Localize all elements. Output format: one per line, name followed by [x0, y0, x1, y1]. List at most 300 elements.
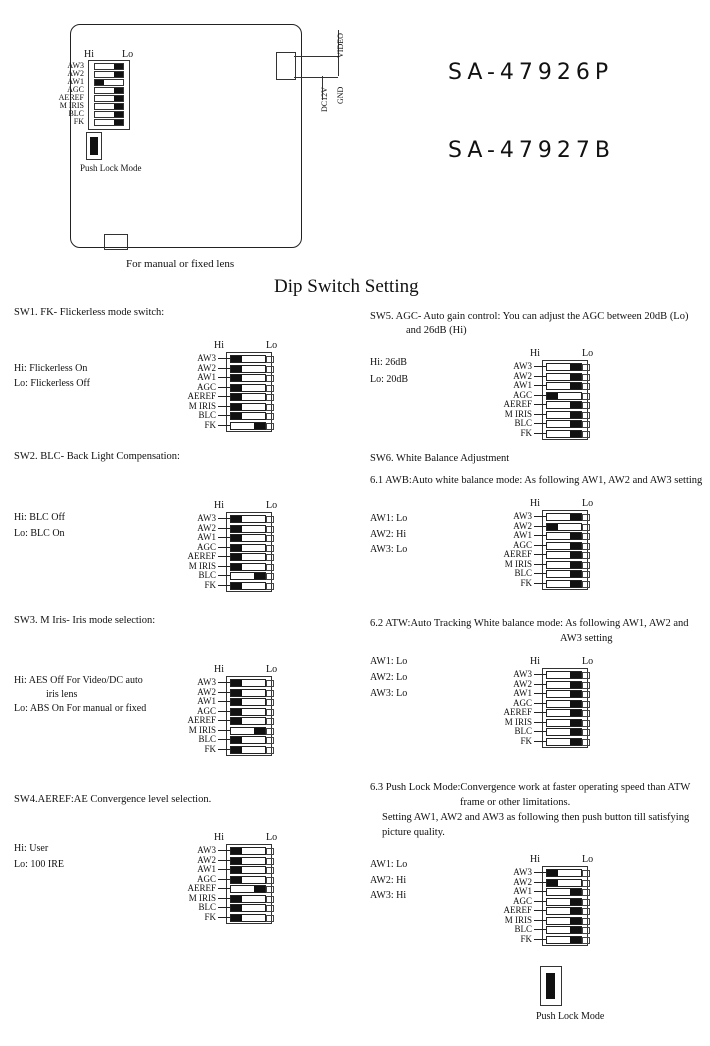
dip-switch-slot: [546, 373, 582, 381]
manual-lens-connector: [104, 234, 128, 250]
dip-switch-knob: [231, 375, 242, 381]
dip-switch-label: M IRIS: [504, 558, 532, 569]
dip-switch-label: AW1: [197, 696, 216, 706]
dip-switch-row: [158, 373, 298, 382]
dip-switch-label: AW3: [513, 669, 532, 679]
dip-lo-label: Lo: [582, 854, 594, 865]
dip-switch-knob: [570, 682, 581, 688]
dip-switch-slot: [230, 384, 266, 392]
sw1-option-lo: Lo: Flickerless Off: [14, 378, 90, 389]
dip-switch-knob: [231, 680, 242, 686]
connector-wires: [294, 56, 338, 78]
dip-lo-label: Lo: [266, 664, 278, 675]
sw4-option-lo: Lo: 100 IRE: [14, 859, 64, 870]
sw5-dip-diagram: [474, 348, 614, 442]
dip-switch-row: [474, 708, 614, 717]
dip-switch-slot: [230, 355, 266, 363]
dip-switch-knob: [231, 848, 242, 854]
sw4-header: SW4.AEREF:AE Convergence level selection.: [14, 794, 212, 805]
dip-switch-slot: [230, 736, 266, 744]
dip-switch-slot: [546, 532, 582, 540]
sw3-dip-diagram: [158, 664, 298, 758]
dip-lo-label: Lo: [266, 500, 278, 511]
dip-switch-label: AGC: [512, 697, 532, 708]
sw6-atw-header-cont: AW3 setting: [560, 633, 613, 644]
sw2-header: SW2. BLC- Back Light Compensation:: [14, 451, 180, 462]
dip-switch-slot: [230, 525, 266, 533]
dip-switch-slot: [230, 727, 266, 735]
dip-switch-slot: [546, 363, 582, 371]
page-title: Dip Switch Setting: [274, 276, 419, 297]
dip-switch-label: M IRIS: [504, 408, 532, 419]
dip-switch-label: BLC: [514, 726, 532, 736]
dip-switch-label: M IRIS: [188, 400, 216, 411]
dip-switch-row: [158, 392, 298, 401]
dip-switch-label: AW1: [197, 532, 216, 542]
dip-switch-slot: [546, 580, 582, 588]
board-switch-slot: [94, 119, 124, 126]
dip-switch-slot: [546, 869, 582, 877]
dip-switch-row: [474, 878, 614, 887]
dip-switch-slot: [230, 403, 266, 411]
dip-switch-label: AW2: [197, 522, 216, 533]
dip-switch-row: [158, 552, 298, 561]
dip-switch-label: BLC: [198, 734, 216, 744]
push-lock-label: Push Lock Mode: [536, 1011, 605, 1022]
dip-switch-label: AGC: [512, 539, 532, 550]
dip-switch-slot: [546, 411, 582, 419]
pushlock-dip-diagram: [474, 854, 614, 948]
dip-switch-row: [158, 903, 298, 912]
video-label: VIDEO: [336, 33, 345, 58]
board-switch-slot: [94, 79, 124, 86]
dip-switch-slot: [546, 561, 582, 569]
sw1-dip-diagram: [158, 340, 298, 434]
dip-switch-row: [474, 531, 614, 540]
dip-switch-knob: [570, 937, 581, 943]
dip-switch-knob: [570, 672, 581, 678]
sw2-dip-diagram: [158, 500, 298, 594]
dip-switch-row: [474, 381, 614, 390]
dip-switch-label: AW1: [513, 530, 532, 540]
dip-switch-row: [158, 716, 298, 725]
dip-switch-label: AW2: [513, 876, 532, 887]
dip-switch-row: [474, 689, 614, 698]
dip-switch-label: AW3: [197, 353, 216, 363]
dip-switch-row: [474, 391, 614, 400]
dip-switch-label: AGC: [196, 873, 216, 884]
dip-switch-knob: [547, 393, 558, 399]
dip-switch-knob: [231, 366, 242, 372]
dip-switch-slot: [230, 746, 266, 754]
dip-switch-knob: [570, 710, 581, 716]
board-switch-slot: [94, 63, 124, 70]
dip-switch-label: M IRIS: [188, 560, 216, 571]
dip-switch-label: AW1: [513, 688, 532, 698]
dip-switch-row: [474, 429, 614, 438]
dip-switch-row: [158, 581, 298, 590]
dip-switch-slot: [230, 708, 266, 716]
sw2-option-hi: Hi: BLC Off: [14, 512, 65, 523]
dip-switch-row: [158, 894, 298, 903]
dip-switch-row: [474, 868, 614, 877]
dip-switch-label: FK: [520, 735, 532, 746]
dip-switch-row: [474, 579, 614, 588]
dip-switch-label: AW2: [197, 362, 216, 373]
dip-switch-label: BLC: [198, 902, 216, 912]
sw5-header: SW5. AGC- Auto gain control: You can adjust the AGC between 20dB (Lo): [370, 311, 689, 322]
pushlock-aw2: AW2: Hi: [370, 875, 407, 886]
dip-switch-label: AW3: [513, 361, 532, 371]
dip-switch-slot: [230, 544, 266, 552]
sw6-pushlock-header-3: Setting AW1, AW2 and AW3 as following then push button till satisfying: [382, 812, 690, 823]
board-switch-slot: [94, 103, 124, 110]
sw3-option-hi: Hi: AES Off For Video/DC auto: [14, 675, 143, 686]
dip-switch-row: [474, 887, 614, 896]
dip-switch-slot: [546, 738, 582, 746]
dip-switch-label: BLC: [198, 570, 216, 580]
dip-switch-row: [158, 543, 298, 552]
dip-hi-label: Hi: [530, 498, 540, 509]
dip-switch-slot: [230, 374, 266, 382]
dip-switch-slot: [230, 866, 266, 874]
dip-switch-knob: [570, 927, 581, 933]
sw6-pushlock-header-4: picture quality.: [382, 827, 445, 838]
sw6-atw-header: 6.2 ATW:Auto Tracking White balance mode: As following AW1, AW2 and: [370, 618, 689, 629]
atw-aw1: AW1: Lo: [370, 656, 408, 667]
board-switch-knob: [114, 112, 123, 117]
board-switch-label: M IRIS: [59, 101, 84, 110]
dip-switch-row: [158, 735, 298, 744]
dip-switch-knob: [570, 739, 581, 745]
sw5-option-hi: Hi: 26dB: [370, 357, 407, 368]
board-switch-slot: [94, 87, 124, 94]
board-switch-label: AW1: [67, 77, 84, 86]
dip-switch-slot: [546, 700, 582, 708]
dip-switch-label: AW2: [513, 678, 532, 689]
dip-switch-knob: [570, 364, 581, 370]
dip-switch-label: AW2: [197, 686, 216, 697]
dip-switch-label: AEREF: [503, 905, 532, 915]
dip-switch-label: AGC: [512, 389, 532, 400]
dip-switch-row: [158, 856, 298, 865]
board-switch-knob: [114, 64, 123, 69]
dip-switch-knob: [570, 431, 581, 437]
dip-switch-label: AW3: [197, 677, 216, 687]
dip-switch-row: [474, 400, 614, 409]
dip-switch-knob: [231, 896, 242, 902]
dip-switch-row: [158, 707, 298, 716]
dip-switch-label: FK: [204, 743, 216, 754]
sw6-pushlock-header-2: frame or other limitations.: [460, 797, 571, 808]
dip-switch-label: BLC: [198, 410, 216, 420]
dip-switch-label: AW3: [197, 845, 216, 855]
dip-switch-knob: [231, 545, 242, 551]
dip-switch-knob: [570, 562, 581, 568]
dip-switch-slot: [230, 885, 266, 893]
dip-switch-row: [158, 875, 298, 884]
dip-switch-slot: [546, 570, 582, 578]
awb-aw1: AW1: Lo: [370, 513, 408, 524]
dip-switch-row: [474, 362, 614, 371]
dip-switch-row: [158, 913, 298, 922]
dip-switch-slot: [546, 888, 582, 896]
dip-switch-label: FK: [204, 579, 216, 590]
dip-switch-label: AW1: [197, 864, 216, 874]
dip-switch-knob: [570, 533, 581, 539]
dip-switch-row: [474, 680, 614, 689]
dip-switch-knob: [570, 514, 581, 520]
dip-switch-row: [158, 402, 298, 411]
dip-switch-row: [158, 697, 298, 706]
dip-switch-row: [474, 699, 614, 708]
dip-switch-row: [158, 411, 298, 420]
dip-switch-knob: [231, 404, 242, 410]
dip-switch-knob: [570, 412, 581, 418]
dip-switch-label: AGC: [196, 381, 216, 392]
dip-switch-row: [158, 726, 298, 735]
board-hi-label: Hi: [84, 49, 94, 60]
dip-switch-slot: [546, 430, 582, 438]
sw5-header-cont: and 26dB (Hi): [406, 325, 467, 336]
dip-switch-knob: [547, 524, 558, 530]
dc12v-label: DC12V: [320, 87, 329, 112]
dip-switch-row: [158, 421, 298, 430]
dip-switch-knob: [570, 729, 581, 735]
dip-switch-row: [158, 514, 298, 523]
dip-switch-knob: [254, 886, 265, 892]
dip-switch-slot: [230, 365, 266, 373]
dip-switch-knob: [254, 573, 265, 579]
dip-switch-slot: [230, 689, 266, 697]
dip-switch-knob: [231, 535, 242, 541]
gnd-label: GND: [336, 86, 345, 104]
board-switch-slot: [94, 95, 124, 102]
dip-switch-row: [158, 745, 298, 754]
dip-switch-slot: [546, 709, 582, 717]
video-connector: [276, 52, 296, 80]
dip-switch-row: [474, 916, 614, 925]
dip-switch-slot: [546, 936, 582, 944]
dip-hi-label: Hi: [214, 340, 224, 351]
dip-switch-slot: [230, 422, 266, 430]
dip-switch-row: [158, 562, 298, 571]
dip-switch-knob: [254, 423, 265, 429]
sw3-option-lo: Lo: ABS On For manual or fixed: [14, 703, 147, 714]
dip-switch-label: M IRIS: [504, 914, 532, 925]
dip-switch-row: [158, 884, 298, 893]
dip-switch-knob: [570, 421, 581, 427]
dip-switch-slot: [230, 582, 266, 590]
dip-switch-row: [474, 410, 614, 419]
dip-switch-knob: [231, 356, 242, 362]
dip-switch-slot: [546, 392, 582, 400]
dip-switch-row: [474, 906, 614, 915]
dip-switch-row: [158, 383, 298, 392]
dip-hi-label: Hi: [214, 664, 224, 675]
dip-switch-label: AEREF: [187, 883, 216, 893]
dip-switch-slot: [546, 382, 582, 390]
sw3-header: SW3. M Iris- Iris mode selection:: [14, 615, 156, 626]
dip-switch-slot: [230, 857, 266, 865]
dip-switch-knob: [231, 413, 242, 419]
board-switch-knob: [114, 88, 123, 93]
board-switch-knob: [114, 72, 123, 77]
dip-switch-row: [474, 372, 614, 381]
dip-switch-label: AEREF: [187, 551, 216, 561]
dip-switch-label: FK: [204, 911, 216, 922]
dip-switch-slot: [546, 681, 582, 689]
dip-switch-label: AEREF: [187, 391, 216, 401]
dip-switch-label: BLC: [514, 924, 532, 934]
dip-switch-knob: [570, 402, 581, 408]
dip-hi-label: Hi: [214, 500, 224, 511]
dip-switch-slot: [230, 679, 266, 687]
dip-switch-knob: [570, 543, 581, 549]
dip-switch-label: BLC: [514, 418, 532, 428]
dip-switch-slot: [230, 895, 266, 903]
dip-switch-knob: [231, 516, 242, 522]
board-switch-knob: [114, 104, 123, 109]
dip-switch-label: AW3: [513, 511, 532, 521]
dip-switch-row: [474, 541, 614, 550]
dip-switch-knob: [570, 908, 581, 914]
board-switch-label: AW2: [67, 69, 84, 78]
dip-switch-knob: [570, 581, 581, 587]
dip-switch-slot: [546, 728, 582, 736]
dip-hi-label: Hi: [530, 854, 540, 865]
dip-switch-knob: [547, 870, 558, 876]
board-switch-label: AGC: [67, 85, 84, 94]
dip-switch-slot: [230, 412, 266, 420]
dip-switch-knob: [231, 394, 242, 400]
dip-switch-knob: [231, 718, 242, 724]
dip-switch-slot: [230, 876, 266, 884]
dip-switch-knob: [231, 564, 242, 570]
dip-switch-knob: [231, 877, 242, 883]
dip-switch-label: AW2: [513, 370, 532, 381]
dip-lo-label: Lo: [266, 832, 278, 843]
dip-switch-slot: [230, 563, 266, 571]
pushlock-aw3: AW3: Hi: [370, 890, 407, 901]
sw6-awb-header: 6.1 AWB:Auto white balance mode: As following AW1, AW2 and AW3 setting: [370, 475, 703, 486]
dip-switch-row: [158, 688, 298, 697]
dip-switch-knob: [231, 737, 242, 743]
dip-switch-knob: [231, 747, 242, 753]
board-switch-label: AEREF: [58, 93, 84, 102]
dip-switch-knob: [231, 385, 242, 391]
board-switch-label: FK: [73, 117, 84, 126]
push-lock-button: [540, 966, 562, 1006]
dip-switch-slot: [546, 898, 582, 906]
board-switch-label: BLC: [68, 109, 84, 118]
board-switch-label: AW3: [67, 61, 84, 70]
sw2-option-lo: Lo: BLC On: [14, 528, 65, 539]
dip-switch-slot: [230, 717, 266, 725]
awb-dip-diagram: [474, 498, 614, 592]
dip-switch-slot: [546, 879, 582, 887]
dip-switch-slot: [546, 690, 582, 698]
dip-switch-label: AW3: [513, 867, 532, 877]
sw4-dip-diagram: [158, 832, 298, 926]
dip-switch-row: [474, 522, 614, 531]
dip-switch-row: [158, 524, 298, 533]
pushlock-aw1: AW1: Lo: [370, 859, 408, 870]
board-switch-slot: [94, 111, 124, 118]
board-push-lock-button: [86, 132, 102, 160]
dip-switch-row: [474, 727, 614, 736]
dip-switch-slot: [230, 393, 266, 401]
model-number-2: SA-47927B: [448, 138, 615, 163]
dip-switch-slot: [546, 719, 582, 727]
dip-switch-slot: [546, 907, 582, 915]
board-dip-switch: [40, 48, 140, 128]
dip-switch-label: AGC: [512, 895, 532, 906]
dip-switch-knob: [570, 918, 581, 924]
dip-switch-knob: [570, 383, 581, 389]
dip-switch-knob: [570, 701, 581, 707]
dip-switch-knob: [231, 526, 242, 532]
dip-switch-slot: [546, 523, 582, 531]
awb-aw3: AW3: Lo: [370, 544, 408, 555]
sw4-option-hi: Hi: User: [14, 843, 49, 854]
dip-switch-slot: [546, 420, 582, 428]
dip-lo-label: Lo: [266, 340, 278, 351]
dip-switch-label: AEREF: [503, 399, 532, 409]
dip-hi-label: Hi: [530, 348, 540, 359]
dip-switch-label: AW2: [197, 854, 216, 865]
sw1-header: SW1. FK- Flickerless mode switch:: [14, 307, 165, 318]
atw-aw3: AW3: Lo: [370, 688, 408, 699]
atw-dip-diagram: [474, 656, 614, 750]
atw-aw2: AW2: Lo: [370, 672, 408, 683]
sw5-option-lo: Lo: 20dB: [370, 374, 409, 385]
dip-switch-label: M IRIS: [188, 724, 216, 735]
dip-switch-label: M IRIS: [504, 716, 532, 727]
dip-switch-slot: [230, 515, 266, 523]
awb-aw2: AW2: Hi: [370, 529, 407, 540]
dip-switch-knob: [570, 691, 581, 697]
board-switch-slot: [94, 71, 124, 78]
dip-switch-knob: [570, 552, 581, 558]
dip-hi-label: Hi: [214, 832, 224, 843]
sw3-option-hi-cont: iris lens: [46, 689, 78, 700]
dip-switch-label: AEREF: [503, 707, 532, 717]
sw1-option-hi: Hi: Flickerless On: [14, 363, 88, 374]
dip-switch-label: FK: [520, 577, 532, 588]
dip-switch-row: [158, 533, 298, 542]
dip-switch-knob: [254, 728, 265, 734]
dip-switch-slot: [230, 572, 266, 580]
dip-switch-label: AW1: [197, 372, 216, 382]
dip-switch-label: FK: [520, 427, 532, 438]
dip-switch-label: AEREF: [187, 715, 216, 725]
dip-switch-row: [474, 670, 614, 679]
dip-switch-row: [474, 718, 614, 727]
dip-switch-label: AGC: [196, 541, 216, 552]
dip-switch-slot: [230, 698, 266, 706]
board-switch-knob: [114, 96, 123, 101]
dip-switch-slot: [230, 904, 266, 912]
dip-switch-row: [474, 569, 614, 578]
dip-switch-row: [158, 354, 298, 363]
dip-switch-label: AEREF: [503, 549, 532, 559]
board-switch-knob: [95, 80, 104, 85]
dip-switch-label: M IRIS: [188, 892, 216, 903]
dip-switch-row: [158, 364, 298, 373]
dip-switch-slot: [546, 401, 582, 409]
dip-switch-slot: [546, 671, 582, 679]
